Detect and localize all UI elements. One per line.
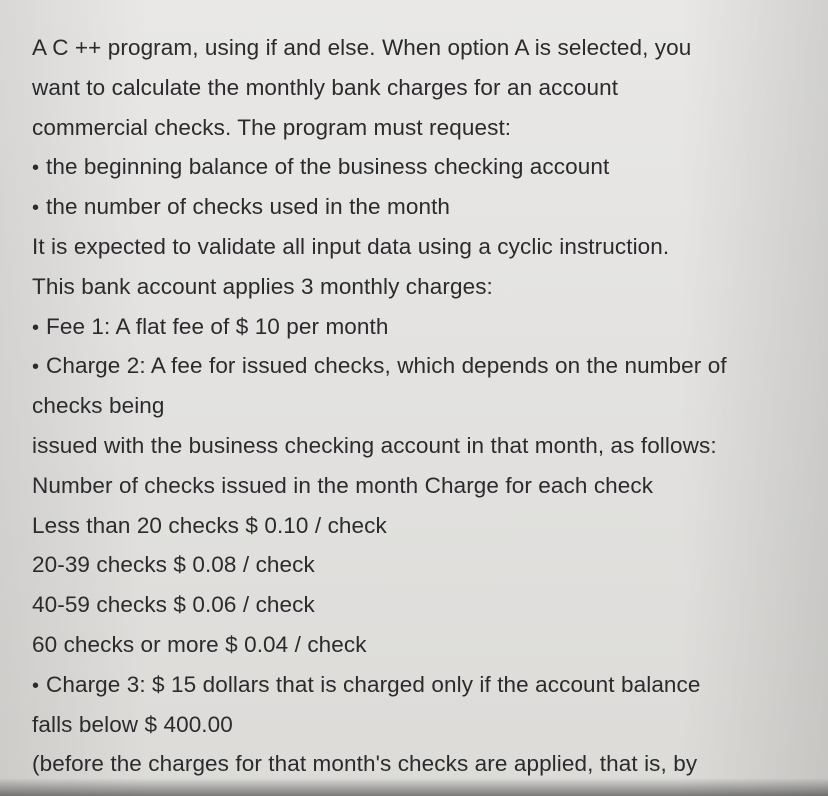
bullet-dot: • <box>32 157 40 180</box>
text-line <box>32 346 822 386</box>
line-text: want to calculate the monthly bank charges for an account <box>32 74 619 100</box>
line-text: the number of checks used in the month <box>46 194 451 220</box>
line-text: This bank account applies 3 monthly charges: <box>32 273 493 299</box>
line-text: A C ++ program, using if and else. When option A is selected, you <box>32 35 692 60</box>
text-line <box>32 545 822 585</box>
line-text: commercial checks. The program must request: <box>32 114 512 140</box>
text-line <box>32 187 822 227</box>
text-line <box>32 108 822 148</box>
line-text: issued with the business checking account in that month, as follows: <box>32 432 717 458</box>
bottom-edge-shadow <box>0 778 828 796</box>
bullet-dot: • <box>32 197 40 220</box>
line-text: (before the charges for that month's checks are applied, that is, by <box>32 751 698 777</box>
bullet-dot: • <box>32 316 40 339</box>
text-line <box>32 227 822 267</box>
text-line <box>32 625 822 665</box>
text-line <box>32 28 822 68</box>
line-text: the beginning balance of the business checking account <box>46 154 610 180</box>
line-text: Fee 1: A flat fee of $ 10 per month <box>46 313 389 339</box>
text-line <box>32 705 822 745</box>
line-text: Less than 20 checks $ 0.10 / check <box>32 512 387 538</box>
text-line <box>32 665 822 705</box>
line-text: Charge 2: A fee for issued checks, which depends on the number of <box>46 353 727 379</box>
line-text: checks being <box>32 393 165 419</box>
bullet-dot: • <box>32 356 40 379</box>
text-line <box>32 68 822 108</box>
line-text: It is expected to validate all input data using a cyclic instruction. <box>32 233 670 259</box>
problem-statement <box>32 28 822 784</box>
line-text: 60 checks or more $ 0.04 / check <box>32 631 367 657</box>
line-text: Number of checks issued in the month Charge for each check <box>32 472 654 498</box>
line-text: Charge 3: $ 15 dollars that is charged only if the account balance <box>46 671 701 697</box>
text-line <box>32 466 822 506</box>
bullet-dot: • <box>32 674 40 697</box>
line-text: 40-59 checks $ 0.06 / check <box>32 592 315 618</box>
text-line <box>32 386 822 426</box>
text-line <box>32 426 822 466</box>
text-line <box>32 307 822 347</box>
text-line <box>32 506 822 546</box>
line-text: falls below $ 400.00 <box>32 711 233 737</box>
line-text: 20-39 checks $ 0.08 / check <box>32 552 315 578</box>
text-line <box>32 267 822 307</box>
text-line <box>32 585 822 625</box>
text-line <box>32 147 822 187</box>
